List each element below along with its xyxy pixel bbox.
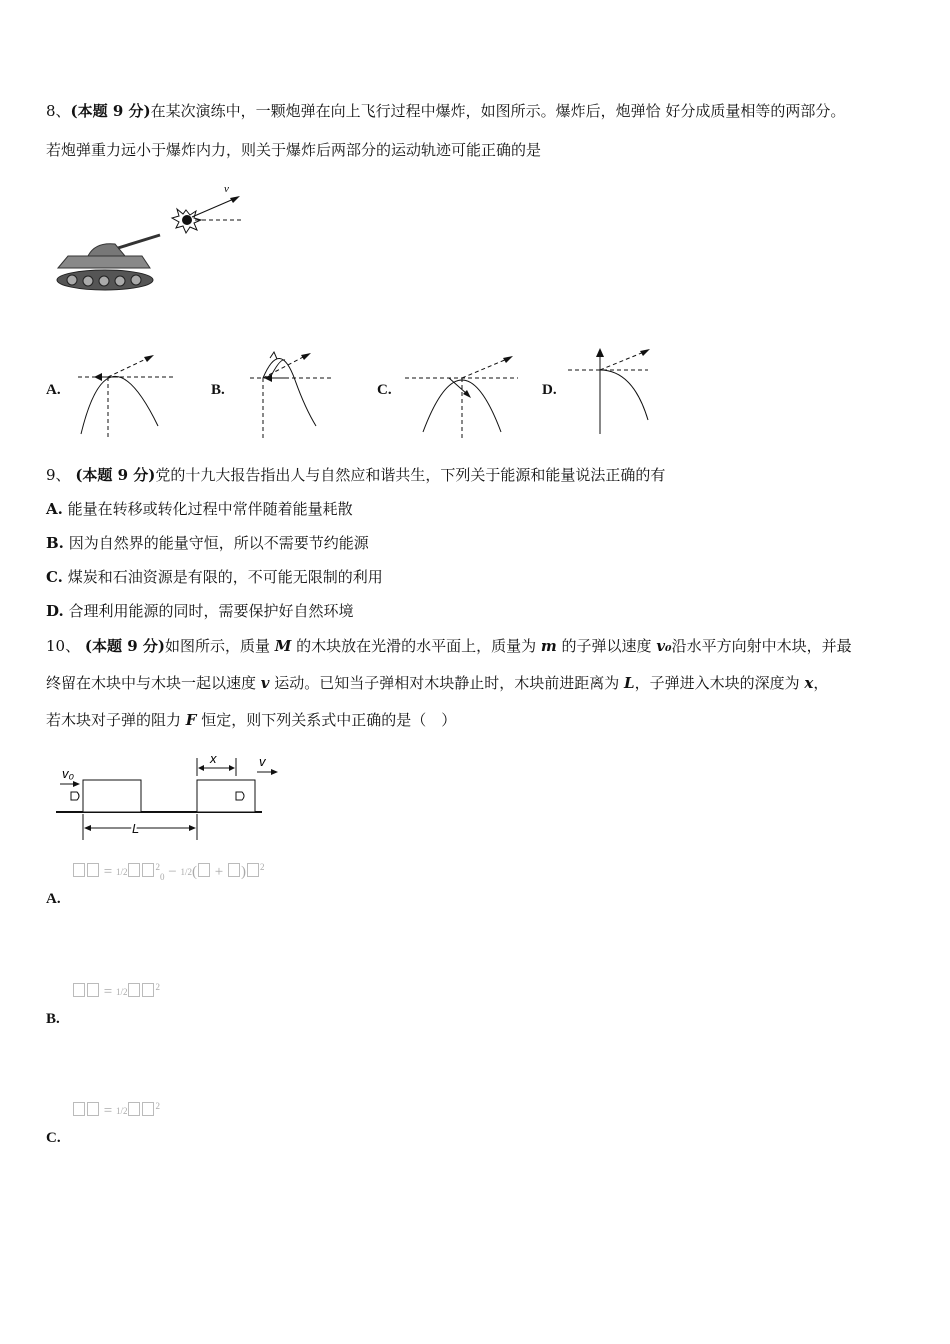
q9-option-a-text: 能量在转移或转化过程中常伴随着能量耗散 — [67, 500, 353, 518]
q10-number: 10、 — [46, 637, 81, 655]
q10-line2 — [46, 673, 828, 693]
q10-option-a-letter[interactable]: A. — [46, 891, 61, 907]
block-final — [197, 780, 255, 812]
q10-text-3b: 恒定，则下列关系式中正确的是（ ） — [196, 711, 457, 729]
q10-formula-c: = $1/2^2$ — [72, 1101, 160, 1120]
q8-option-d-figure[interactable] — [568, 346, 658, 434]
q8-option-c-figure[interactable] — [405, 350, 520, 438]
q10-text-1c: 的子弹以速度 — [556, 637, 657, 655]
q8-number: 8、 — [46, 102, 71, 120]
q9-number: 9、 — [46, 466, 71, 484]
q10-text-2b: 运动。已知当子弹相对木块静止时，木块前进距离为 — [269, 674, 625, 692]
q8-option-b-letter[interactable]: B. — [211, 382, 225, 398]
q9-option-d-letter: D. — [46, 602, 64, 620]
explosion-icon — [172, 209, 201, 233]
fig-L-label: L — [132, 821, 140, 836]
q8-option-a-figure[interactable] — [78, 348, 178, 438]
q10-text-2d: ， — [813, 674, 829, 692]
q9-option-b-letter: B. — [46, 534, 64, 552]
q9-option-c-letter: C. — [46, 568, 63, 586]
var-m: m — [540, 637, 557, 655]
block-bullet-figure — [54, 752, 284, 842]
q9-option-c-text: 煤炭和石油资源是有限的，不可能无限制的利用 — [67, 568, 383, 586]
block-initial — [83, 780, 141, 812]
q9-option-d-text: 合理利用能源的同时，需要保护好自然环境 — [68, 602, 354, 620]
q9-text: 党的十九大报告指出人与自然应和谐共生，下列关于能源和能量说法正确的有 — [155, 466, 666, 484]
q9-stem — [46, 465, 665, 485]
var-v: v — [260, 674, 270, 692]
q10-meta: (本题 9 分) — [84, 637, 165, 655]
q8-line1 — [46, 101, 845, 121]
q9-option-c[interactable] — [46, 567, 383, 587]
q8-option-d-letter[interactable]: D. — [542, 382, 557, 398]
tank-explosion-figure — [50, 180, 250, 295]
var-L: L — [624, 674, 635, 692]
q10-text-3a: 若木块对子弹的阻力 — [46, 711, 186, 729]
var-v0: v₀ — [656, 637, 672, 655]
q10-formula-b: = $1/2^2$ — [72, 982, 160, 1001]
q8-text2: 若炮弹重力远小于爆炸内力，则关于爆炸后两部分的运动轨迹可能正确的是 — [46, 141, 542, 159]
q10-line1 — [46, 636, 852, 656]
q9-option-b[interactable] — [46, 533, 369, 553]
velocity-label: v — [224, 183, 229, 195]
q10-option-c-letter[interactable]: C. — [46, 1130, 61, 1146]
q8-text1: 在某次演练中，一颗炮弹在向上飞行过程中爆炸，如图所示。爆炸后，炮弹恰 好分成质量相等的两部分。 — [150, 102, 846, 120]
var-F: F — [185, 711, 197, 729]
q8-option-c-letter[interactable]: C. — [377, 382, 392, 398]
q10-text-1b: 的木块放在光滑的水平面上，质量为 — [291, 637, 541, 655]
q8-option-b-figure[interactable] — [250, 348, 340, 440]
fig-v-label: v — [259, 754, 266, 769]
q9-option-a-letter: A. — [46, 500, 63, 518]
q10-text-2a: 终留在木块中与木块一起以速度 — [46, 674, 261, 692]
q9-option-b-text: 因为自然界的能量守恒，所以不需要节约能源 — [68, 534, 369, 552]
q9-option-a[interactable] — [46, 499, 353, 519]
bullet-initial — [71, 792, 79, 800]
fig-v0-label: v₀ — [62, 766, 74, 781]
q10-line3 — [46, 710, 456, 730]
q8-meta: (本题 9 分) — [70, 102, 151, 120]
q9-meta: (本题 9 分) — [75, 466, 156, 484]
var-x: x — [804, 674, 814, 692]
velocity-arrow — [192, 198, 236, 217]
bullet-final — [236, 792, 244, 800]
fig-x-label: x — [210, 751, 217, 766]
q10-formula-a: = $1/2^2_0 - 1/2$( + ) $^2$ — [72, 862, 264, 882]
q10-text-1d: 沿水平方向射中木块，并最 — [671, 637, 852, 655]
q9-option-d[interactable] — [46, 601, 354, 621]
q10-option-b-letter[interactable]: B. — [46, 1011, 60, 1027]
q8-line2 — [46, 140, 541, 160]
var-M: M — [274, 637, 292, 655]
tank-icon — [57, 235, 160, 290]
q10-text-1a: 如图所示，质量 — [164, 637, 275, 655]
q8-option-a-letter[interactable]: A. — [46, 382, 61, 398]
q10-text-2c: ，子弹进入木块的深度为 — [634, 674, 805, 692]
